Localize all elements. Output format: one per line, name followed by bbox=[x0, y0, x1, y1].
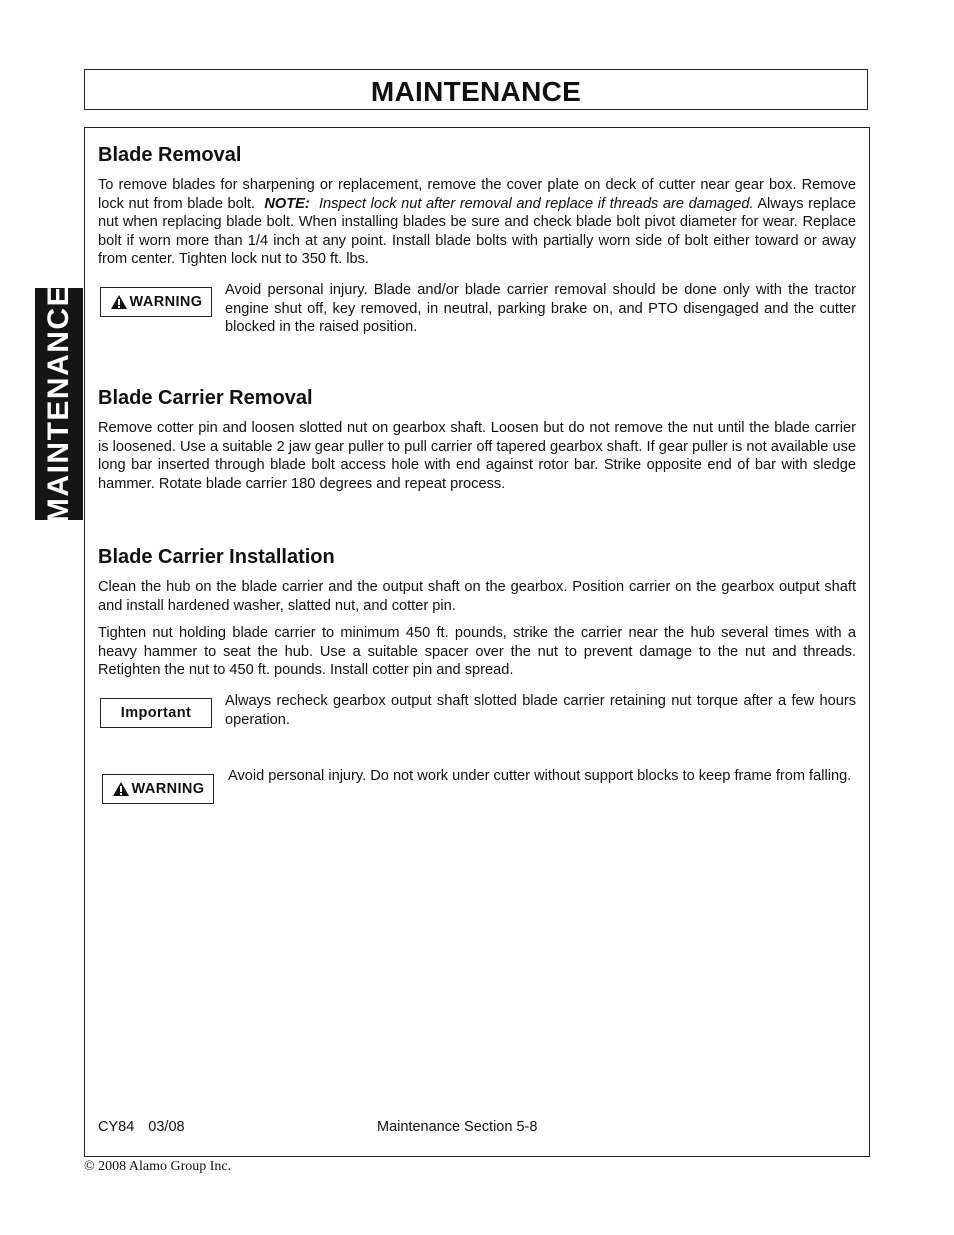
copyright: © 2008 Alamo Group Inc. bbox=[84, 1159, 232, 1174]
paragraph-text: To remove blades for sharpening or replacement, remove the cover plate on deck of cutter near gear box. Remove lock nut from blade bolt. bbox=[98, 177, 856, 212]
note-text: Inspect lock nut after removal and replace if threads are damaged. bbox=[318, 195, 754, 212]
section-blade-removal bbox=[98, 143, 856, 269]
important-label: Important bbox=[120, 705, 192, 721]
warning-label: WARNING bbox=[129, 294, 203, 310]
paragraph-text: Always replace nut when replacing blade bolt. When installing blades be sure and check blade bolt pivot diameter for wear. Replace bolt if worn more than 1/4 inch at any point. Install blade bolts with partially worn side of bolt either toward or away from center. Tighten lock nut to 350 ft. lbs. bbox=[98, 195, 857, 268]
important-badge bbox=[100, 698, 212, 728]
warning-triangle-icon bbox=[110, 294, 128, 310]
section-heading: Blade Removal bbox=[98, 144, 242, 166]
footer-model-date bbox=[98, 1119, 199, 1135]
warning-text: Avoid personal injury. Blade and/or blade carrier removal should be done only with the tractor engine shut off, key removed, in neutral, parking brake on, and PTO disengaged and the cutter blocked in the raised position. bbox=[225, 282, 856, 336]
section-heading: Blade Carrier Installation bbox=[98, 546, 335, 568]
note-label: NOTE: bbox=[264, 195, 310, 212]
section-side-tab bbox=[35, 284, 83, 524]
important-text: Always recheck gearbox output shaft slotted blade carrier retaining nut torque after a few hours operation. bbox=[225, 693, 856, 728]
section-blade-carrier-installation bbox=[98, 545, 856, 680]
warning-triangle-icon bbox=[112, 781, 130, 797]
footer-section: Maintenance Section 5-8 bbox=[377, 1119, 538, 1135]
warning-badge bbox=[100, 287, 212, 317]
section-blade-carrier-removal bbox=[98, 386, 856, 493]
warning-badge bbox=[102, 774, 214, 804]
section-paragraph: Tighten nut holding blade carrier to minimum 450 ft. pounds, strike the carrier near the hub several times with a heavy hammer to seat the hub. Use a suitable spacer over the nut to prevent damage to the nut and threads. Retighten the nut to 450 ft. pounds. Install cotter pin and spread. bbox=[98, 625, 856, 679]
warning-text: Avoid personal injury. Do not work under cutter without support blocks to keep frame from falling. bbox=[228, 768, 852, 784]
page-title: MAINTENANCE bbox=[370, 76, 582, 107]
warning-label: WARNING bbox=[131, 781, 205, 797]
footer-model: CY84 bbox=[98, 1119, 135, 1135]
page-header bbox=[84, 69, 868, 110]
side-tab-label: MAINTENANCE bbox=[42, 284, 75, 524]
section-paragraph: Remove cotter pin and loosen slotted nut on gearbox shaft. Loosen but do not remove the nut until the blade carrier is loosened. Use a suitable 2 jaw gear puller to pull carrier off tapered gearbox shaft. If gear puller is not available use long bar inserted through blade bolt access hole with end against rotor bar. Strike opposite end of bar with sledge hammer. Rotate blade carrier 180 degrees and repeat process. bbox=[98, 420, 856, 492]
section-heading: Blade Carrier Removal bbox=[98, 387, 313, 409]
section-paragraph: Clean the hub on the blade carrier and the output shaft on the gearbox. Position carrier on the gearbox output shaft and install hardened washer, slatted nut, and cotter pin. bbox=[98, 579, 856, 614]
footer-date: 03/08 bbox=[148, 1119, 185, 1135]
section-paragraph bbox=[98, 176, 856, 269]
